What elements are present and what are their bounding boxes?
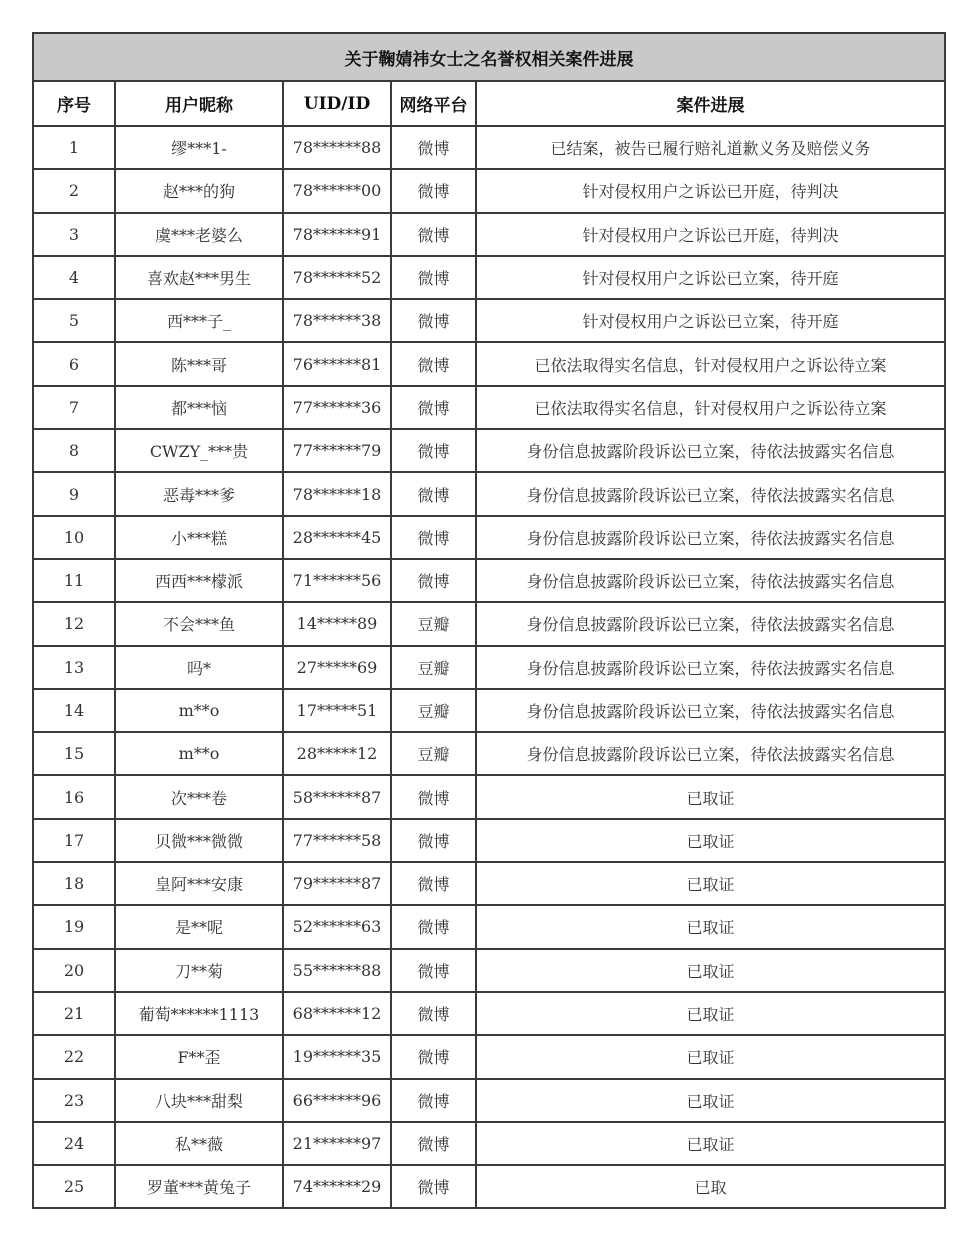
cell-index: 5 [33,299,115,342]
cell-uid: 17*****51 [283,689,391,732]
table-row [33,602,945,645]
cell-progress: 已取 [476,1165,945,1208]
cell-nickname: 西西***檬派 [115,559,283,602]
table-row [33,213,945,256]
cell-progress: 已取证 [476,992,945,1035]
cell-progress: 已取证 [476,949,945,992]
cell-nickname: 恶毒***爹 [115,472,283,515]
cell-nickname: 缪***1- [115,126,283,169]
cell-nickname: m**o [115,732,283,775]
cell-uid: 21******97 [283,1122,391,1165]
cell-uid: 77******36 [283,386,391,429]
cell-platform: 微博 [391,862,476,905]
cell-progress: 身份信息披露阶段诉讼已立案，待依法披露实名信息 [476,689,945,732]
cell-nickname: 西***子_ [115,299,283,342]
cell-nickname: 虞***老婆么 [115,213,283,256]
cell-uid: 76******81 [283,342,391,385]
cell-platform: 微博 [391,472,476,515]
cell-uid: 78******52 [283,256,391,299]
table-row [33,516,945,559]
cell-index: 9 [33,472,115,515]
cell-uid: 71******56 [283,559,391,602]
cell-progress: 身份信息披露阶段诉讼已立案，待依法披露实名信息 [476,732,945,775]
cell-uid: 77******79 [283,429,391,472]
cell-uid: 28******45 [283,516,391,559]
cell-uid: 68******12 [283,992,391,1035]
cell-progress: 已取证 [476,1079,945,1122]
cell-nickname: 罗董***黄兔子 [115,1165,283,1208]
cell-platform: 微博 [391,1165,476,1208]
cell-nickname: CWZY_***贵 [115,429,283,472]
case-progress-table [32,32,946,1209]
cell-platform: 微博 [391,126,476,169]
cell-nickname: 赵***的狗 [115,169,283,212]
cell-index: 18 [33,862,115,905]
cell-progress: 已结案，被告已履行赔礼道歉义务及赔偿义务 [476,126,945,169]
cell-index: 11 [33,559,115,602]
table-row [33,256,945,299]
cell-nickname: F**歪 [115,1035,283,1078]
table-row [33,992,945,1035]
cell-nickname: m**o [115,689,283,732]
table-row [33,862,945,905]
cell-index: 21 [33,992,115,1035]
cell-progress: 已依法取得实名信息，针对侵权用户之诉讼待立案 [476,386,945,429]
cell-uid: 58******87 [283,775,391,818]
cell-platform: 豆瓣 [391,732,476,775]
cell-nickname: 皇阿***安康 [115,862,283,905]
cell-uid: 77******58 [283,819,391,862]
table-row [33,299,945,342]
cell-index: 12 [33,602,115,645]
cell-index: 19 [33,905,115,948]
header-uid: UID/ID [283,81,391,126]
cell-progress: 针对侵权用户之诉讼已立案，待开庭 [476,256,945,299]
cell-uid: 19******35 [283,1035,391,1078]
cell-platform: 微博 [391,905,476,948]
cell-uid: 74******29 [283,1165,391,1208]
cell-platform: 微博 [391,559,476,602]
table-row [33,169,945,212]
cell-uid: 14*****89 [283,602,391,645]
cell-progress: 已取证 [476,819,945,862]
cell-uid: 55******88 [283,949,391,992]
cell-progress: 身份信息披露阶段诉讼已立案，待依法披露实名信息 [476,602,945,645]
cell-nickname: 贝微***微微 [115,819,283,862]
table-row [33,472,945,515]
cell-index: 23 [33,1079,115,1122]
cell-progress: 已取证 [476,905,945,948]
cell-index: 15 [33,732,115,775]
cell-progress: 针对侵权用户之诉讼已开庭，待判决 [476,213,945,256]
cell-index: 24 [33,1122,115,1165]
table-row [33,819,945,862]
cell-progress: 已取证 [476,1122,945,1165]
cell-index: 25 [33,1165,115,1208]
cell-platform: 微博 [391,949,476,992]
table-row [33,1079,945,1122]
cell-nickname: 次***卷 [115,775,283,818]
cell-uid: 78******00 [283,169,391,212]
cell-nickname: 陈***哥 [115,342,283,385]
cell-progress: 已取证 [476,862,945,905]
cell-index: 7 [33,386,115,429]
table-row [33,732,945,775]
cell-uid: 27*****69 [283,646,391,689]
cell-index: 2 [33,169,115,212]
cell-platform: 微博 [391,169,476,212]
cell-progress: 已依法取得实名信息，针对侵权用户之诉讼待立案 [476,342,945,385]
case-progress-sheet [32,32,946,1209]
cell-nickname: 小***糕 [115,516,283,559]
table-row [33,646,945,689]
cell-platform: 微博 [391,386,476,429]
cell-progress: 身份信息披露阶段诉讼已立案，待依法披露实名信息 [476,559,945,602]
cell-index: 14 [33,689,115,732]
cell-uid: 78******91 [283,213,391,256]
watermark-overlay [690,1214,940,1254]
cell-index: 6 [33,342,115,385]
cell-nickname: 都***恼 [115,386,283,429]
cell-progress: 身份信息披露阶段诉讼已立案，待依法披露实名信息 [476,646,945,689]
cell-platform: 微博 [391,256,476,299]
cell-nickname: 是**呢 [115,905,283,948]
cell-index: 20 [33,949,115,992]
header-nickname: 用户昵称 [115,81,283,126]
cell-nickname: 八块***甜梨 [115,1079,283,1122]
cell-platform: 微博 [391,213,476,256]
cell-platform: 豆瓣 [391,602,476,645]
cell-index: 17 [33,819,115,862]
cell-nickname: 喜欢赵***男生 [115,256,283,299]
cell-index: 4 [33,256,115,299]
cell-platform: 微博 [391,1122,476,1165]
table-row [33,775,945,818]
cell-progress: 针对侵权用户之诉讼已开庭，待判决 [476,169,945,212]
cell-platform: 微博 [391,775,476,818]
cell-uid: 78******88 [283,126,391,169]
cell-platform: 微博 [391,342,476,385]
cell-progress: 身份信息披露阶段诉讼已立案，待依法披露实名信息 [476,429,945,472]
cell-index: 8 [33,429,115,472]
cell-index: 10 [33,516,115,559]
cell-nickname: 葡萄******1113 [115,992,283,1035]
cell-progress: 身份信息披露阶段诉讼已立案，待依法披露实名信息 [476,472,945,515]
cell-nickname: 刀**菊 [115,949,283,992]
header-row [33,81,945,126]
table-row [33,126,945,169]
cell-uid: 79******87 [283,862,391,905]
cell-uid: 28*****12 [283,732,391,775]
cell-platform: 豆瓣 [391,646,476,689]
cell-platform: 微博 [391,299,476,342]
cell-index: 13 [33,646,115,689]
cell-nickname: 吗* [115,646,283,689]
cell-platform: 微博 [391,1035,476,1078]
cell-index: 22 [33,1035,115,1078]
cell-uid: 78******38 [283,299,391,342]
table-row [33,429,945,472]
cell-index: 16 [33,775,115,818]
table-row [33,905,945,948]
cell-progress: 已取证 [476,775,945,818]
table-row [33,342,945,385]
cell-platform: 微博 [391,819,476,862]
table-row [33,1035,945,1078]
table-row [33,559,945,602]
header-platform: 网络平台 [391,81,476,126]
cell-progress: 针对侵权用户之诉讼已立案，待开庭 [476,299,945,342]
cell-uid: 66******96 [283,1079,391,1122]
cell-platform: 豆瓣 [391,689,476,732]
table-row [33,386,945,429]
table-title: 关于鞠婧祎女士之名誉权相关案件进展 [33,33,945,81]
cell-platform: 微博 [391,1079,476,1122]
cell-index: 1 [33,126,115,169]
cell-nickname: 不会***鱼 [115,602,283,645]
cell-platform: 微博 [391,516,476,559]
cell-index: 3 [33,213,115,256]
header-index: 序号 [33,81,115,126]
table-row [33,949,945,992]
cell-uid: 52******63 [283,905,391,948]
table-title-row [33,33,945,81]
table-row [33,1122,945,1165]
cell-progress: 已取证 [476,1035,945,1078]
cell-nickname: 私**薇 [115,1122,283,1165]
cell-platform: 微博 [391,429,476,472]
cell-platform: 微博 [391,992,476,1035]
table-row [33,689,945,732]
table-row [33,1165,945,1208]
cell-progress: 身份信息披露阶段诉讼已立案，待依法披露实名信息 [476,516,945,559]
header-progress: 案件进展 [476,81,945,126]
cell-uid: 78******18 [283,472,391,515]
